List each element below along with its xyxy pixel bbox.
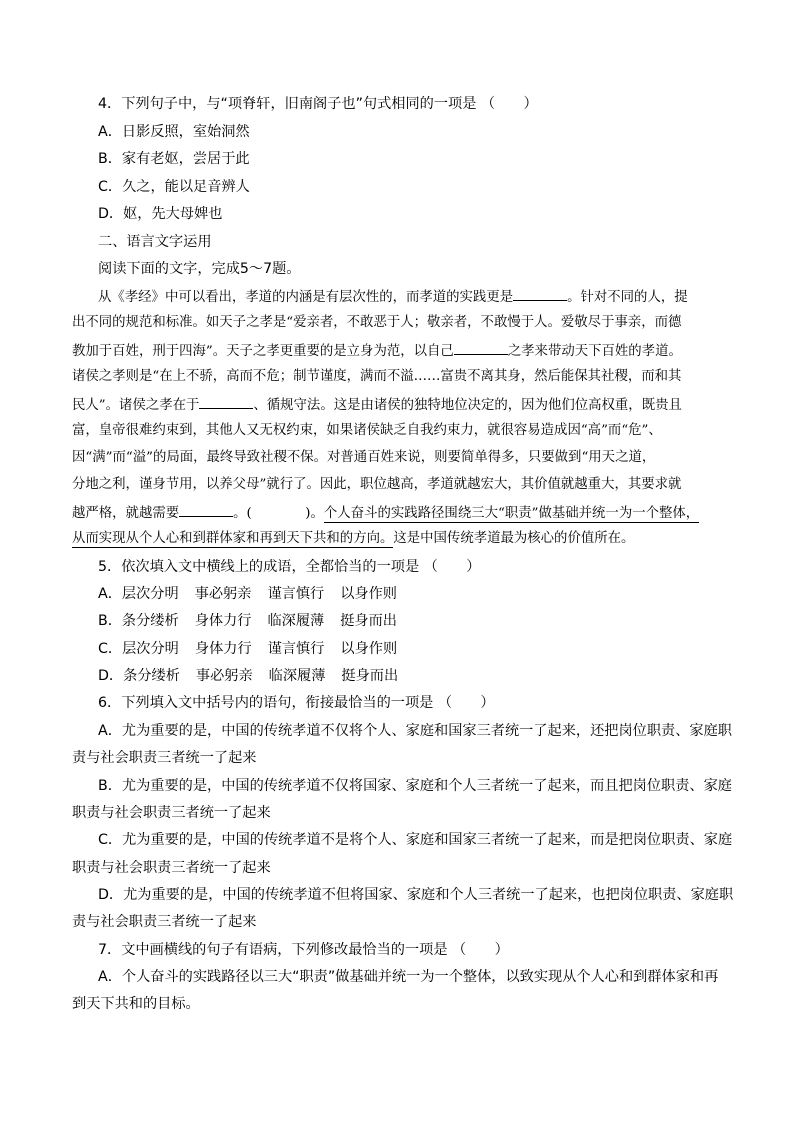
option-word: 谨言慎行: [267, 641, 325, 657]
passage-line-9: [72, 502, 699, 524]
q6-option-c-line1: C．尤为重要的是，中国的传统孝道不是将个人、家庭和国家三者统一了起来，而是把岗位职责、家庭: [98, 832, 733, 848]
q5-option-d: [98, 666, 398, 686]
q5-option-a: [98, 584, 397, 604]
q6-option-a-line2: 责与社会职责三者统一了起来: [72, 750, 257, 766]
option-word: 事必躬亲: [195, 668, 253, 684]
passage-text: 越严格，就越需要: [72, 506, 180, 521]
option-word: 事必躬亲: [194, 586, 252, 602]
passage-text: 。( )。: [233, 506, 324, 521]
answer-blank-2: [454, 340, 508, 355]
passage-line-4: 诸侯之孝则是“在上不骄，高而不危；制节谨度，满而不溢……富贵不离其身，然后能保其社稷，而和其: [72, 369, 682, 384]
option-word: 临深履薄: [267, 613, 325, 629]
q5-option-b: [98, 611, 397, 631]
q6-stem: 6．下列填入文中括号内的语句，衔接最恰当的一项是 （ ）: [98, 695, 495, 711]
passage-text: 这是中国传统孝道最为核心的价值所在。: [393, 531, 635, 546]
q6-option-b-line2: 职责与社会职责三者统一了起来: [72, 805, 271, 821]
q4-stem: 4．下列句子中，与“项脊轩，旧南阁子也”句式相同的一项是 （ ）: [98, 96, 538, 112]
passage-text: 之孝来带动天下百姓的孝道。: [507, 344, 682, 359]
option-word: 谨言慎行: [267, 586, 325, 602]
option-word: 条分缕析: [123, 668, 180, 684]
passage-text: 。针对不同的人，提: [567, 290, 688, 305]
q4-option-c: C．久之，能以足音辨人: [98, 179, 250, 195]
option-word: 身体力行: [194, 613, 252, 629]
option-letter: B．: [98, 613, 122, 629]
option-word: 以身作则: [340, 586, 397, 602]
q7-stem: 7．文中画横线的句子有语病，下列修改最恰当的一项是 （ ）: [98, 942, 509, 958]
q4-option-b: B．家有老妪，尝居于此: [98, 151, 250, 167]
section-title: 二、语言文字运用: [98, 234, 212, 250]
passage-line-1: [98, 286, 688, 308]
option-word: 挺身而出: [340, 613, 397, 629]
underlined-sentence: 从而实现从个人心和到群体家和再到天下共和的方向。: [72, 531, 394, 546]
option-word: 临深履薄: [268, 668, 326, 684]
option-letter: C．: [98, 641, 123, 657]
passage-line-6: 富，皇帝很难约束到，其他人又无权约束，如果诸侯缺乏自我约束力，就很容易造成因“高”而“危”、: [72, 423, 662, 438]
section-instruction: 阅读下面的文字，完成5～7题。: [98, 261, 301, 277]
q7-option-a-line1: A．个人奋斗的实践路径以三大“职责”做基础并统一为一个整体，以致实现从个人心和到群体家和再: [98, 969, 719, 985]
answer-blank-3: [199, 394, 253, 409]
q4-option-d: D．妪，先大母婢也: [98, 206, 223, 222]
passage-line-10: [72, 529, 634, 549]
passage-line-2: 出不同的规范和标准。如天子之孝是“爱亲者，不敢恶于人；敬亲者，不敢慢于人。爱敬尽于事亲，而德: [72, 315, 682, 330]
passage-text: 教加于百姓，刑于四海”。天子之孝更重要的是立身为范，以自己: [72, 344, 454, 359]
passage-text: 从《孝经》中可以看出，孝道的内涵是有层次性的，而孝道的实践更是: [98, 290, 514, 305]
q6-option-c-line2: 职责与社会职责三者统一了起来: [72, 860, 271, 876]
option-letter: D．: [98, 668, 124, 684]
q6-option-a-line1: A．尤为重要的是，中国的传统孝道不仅将个人、家庭和国家三者统一了起来，还把岗位职责、家庭职: [98, 723, 732, 739]
answer-blank-4: [179, 502, 233, 517]
passage-line-5: [72, 394, 682, 416]
passage-line-8: 分地之利，谨身节用，以养父母”就行了。因此，职位越高，孝道就越宏大，其价值就越重大，其要求就: [72, 477, 682, 492]
option-word: 层次分明: [122, 641, 179, 657]
passage-line-7: 因“满”而“溢”的局面，最终导致社稷不保。对普通百姓来说，则要简单得多，只要做到“用天之道，: [72, 450, 656, 465]
q4-option-a: A．日影反照，室始洞然: [98, 124, 250, 140]
option-word: 以身作则: [340, 641, 398, 657]
q6-option-d-line1: D．尤为重要的是，中国的传统孝道不但将国家、家庭和个人三者统一了起来，也把岗位职责、家庭职: [98, 887, 734, 903]
underlined-sentence: 个人奋斗的实践路径围绕三大“职责”做基础并统一为一个整体，: [323, 506, 700, 521]
q7-option-a-line2: 到天下共和的目标。: [72, 996, 200, 1012]
passage-line-3: [72, 340, 682, 362]
answer-blank-1: [513, 286, 567, 301]
q5-stem: 5．依次填入文中横线上的成语，全都恰当的一项是 （ ）: [98, 559, 481, 575]
passage-text: 民人”。诸侯之孝在于: [72, 398, 200, 413]
option-word: 条分缕析: [121, 613, 179, 629]
option-letter: A．: [98, 586, 122, 602]
q5-option-c: [98, 639, 397, 659]
option-word: 挺身而出: [341, 668, 399, 684]
q6-option-b-line1: B．尤为重要的是，中国的传统孝道不仅将国家、家庭和个人三者统一了起来，而且把岗位职责、家庭: [98, 778, 732, 794]
option-word: 层次分明: [121, 586, 179, 602]
q6-option-d-line2: 责与社会职责三者统一了起来: [72, 914, 257, 930]
passage-text: 、循规守法。这是由诸侯的独特地位决定的，因为他们位高权重，既贵且: [253, 398, 682, 413]
option-word: 身体力行: [194, 641, 252, 657]
